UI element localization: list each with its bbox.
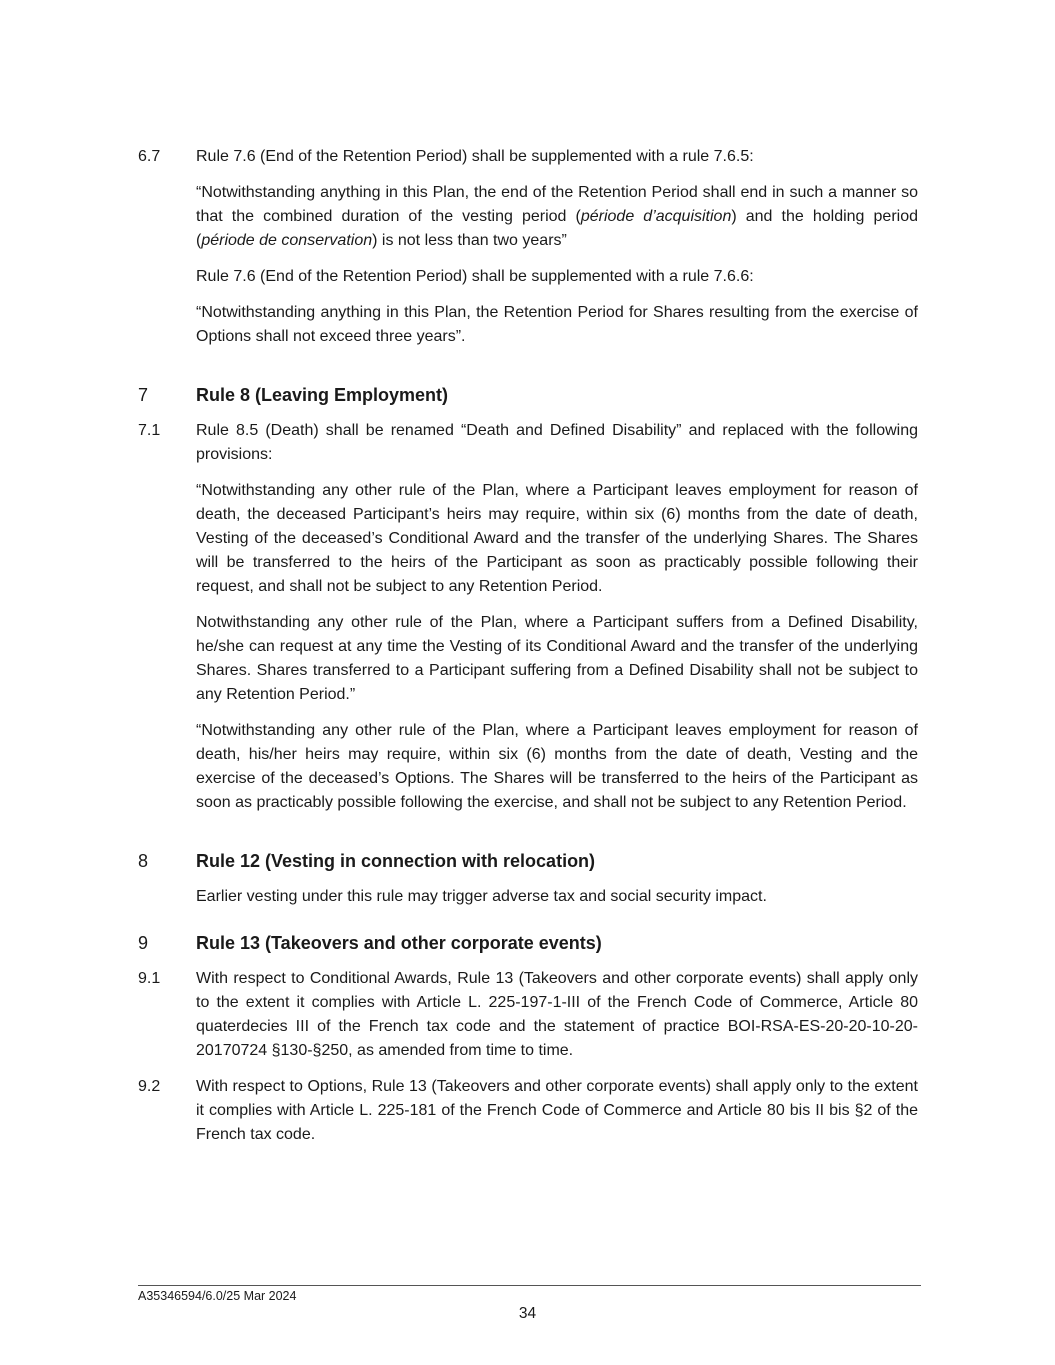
clause-7-1	[138, 419, 918, 827]
clause-9-2	[138, 1075, 918, 1159]
quote-text: ) is not less than two years”	[372, 232, 567, 249]
quoted-provision: “Notwithstanding any other rule of the Plan, where a Participant leaves employment for reason of death, his/her heirs may require, within six (6) months from the date of death, Vesting and the exercise of the deceased’s Options. The Shares will be transferred to the heirs of the Participant as soon as practicably possible following the exercise, and shall not be subject to any Retention Period.	[196, 722, 918, 811]
clause-intro: Rule 8.5 (Death) shall be renamed “Death and Defined Disability” and replaced with the following provisions:	[196, 422, 918, 463]
quoted-provision: “Notwithstanding anything in this Plan, the Retention Period for Shares resulting from the exercise of Options shall not exceed three years”.	[196, 304, 918, 345]
footer-divider	[138, 1285, 921, 1286]
french-term: période de conservation	[201, 232, 373, 249]
section-number: 7	[138, 385, 149, 405]
section-paragraph: Earlier vesting under this rule may trigger adverse tax and social security impact.	[196, 888, 767, 905]
clause-text: With respect to Conditional Awards, Rule 13 (Takeovers and other corporate events) shall apply only to the extent it complies with Article L. 225-197-1-III of the French Code of Commerce, Article 80 quaterdecies III of the French tax code and the statement of practice BOI-RSA-ES-20-20-10-20-20170724 §130-§250, as amended from time to time.	[196, 970, 918, 1059]
section-heading-9	[138, 931, 918, 955]
page-number: 34	[518, 1305, 537, 1322]
clause-number: 9.2	[138, 1078, 161, 1095]
clause-intro: Rule 7.6 (End of the Retention Period) shall be supplemented with a rule 7.6.6:	[196, 268, 754, 285]
quoted-provision	[196, 181, 918, 253]
clause-number: 6.7	[138, 148, 161, 165]
clause-number: 9.1	[138, 970, 161, 987]
clause-body	[196, 1075, 918, 1159]
quote-text: ) and the holding period (	[196, 208, 919, 249]
document-body	[138, 145, 918, 1159]
quoted-provision: “Notwithstanding any other rule of the Plan, where a Participant leaves employment for reason of death, the deceased Participant’s heirs may require, within six (6) months from the date of death, Vesting of the deceased’s Conditional Award and the transfer of the underlying Shares. The Shares will be transferred to the heirs of the Participant as soon as practicably possible following their request, and shall not be subject to any Retention Period.	[196, 482, 918, 595]
clause-body	[196, 145, 918, 361]
document-reference: A35346594/6.0/25 Mar 2024	[138, 1289, 297, 1303]
section-number: 8	[138, 851, 149, 871]
clause-text: With respect to Options, Rule 13 (Takeovers and other corporate events) shall apply only to the extent it complies with Article L. 225-181 of the French Code of Commerce and Article 80 bis II bis §2 of the French tax code.	[196, 1078, 918, 1143]
clause-body	[196, 419, 918, 827]
clause-9-1	[138, 967, 918, 1075]
quote-text: “Notwithstanding anything in this Plan, the end of the Retention Period shall end in such a manner so that the combined duration of the vesting period (	[196, 184, 918, 225]
clause-6-7	[138, 145, 918, 361]
section-title: Rule 12 (Vesting in connection with relocation)	[196, 851, 596, 871]
quoted-provision: Notwithstanding any other rule of the Plan, where a Participant suffers from a Defined Disability, he/she can request at any time the Vesting of its Conditional Award and the transfer of the underlying Shares. Shares transferred to a Participant suffering from a Defined Disability shall not be subject to any Retention Period.”	[196, 614, 918, 703]
section-title: Rule 8 (Leaving Employment)	[196, 385, 449, 405]
french-term: période d’acquisition	[580, 208, 732, 225]
section-number: 9	[138, 933, 149, 953]
section-heading-7	[138, 383, 918, 407]
section-heading-8	[138, 849, 918, 873]
clause-body	[196, 967, 918, 1075]
clause-number: 7.1	[138, 422, 161, 439]
section-title: Rule 13 (Takeovers and other corporate events)	[196, 933, 602, 953]
clause-intro: Rule 7.6 (End of the Retention Period) shall be supplemented with a rule 7.6.5:	[196, 148, 754, 165]
